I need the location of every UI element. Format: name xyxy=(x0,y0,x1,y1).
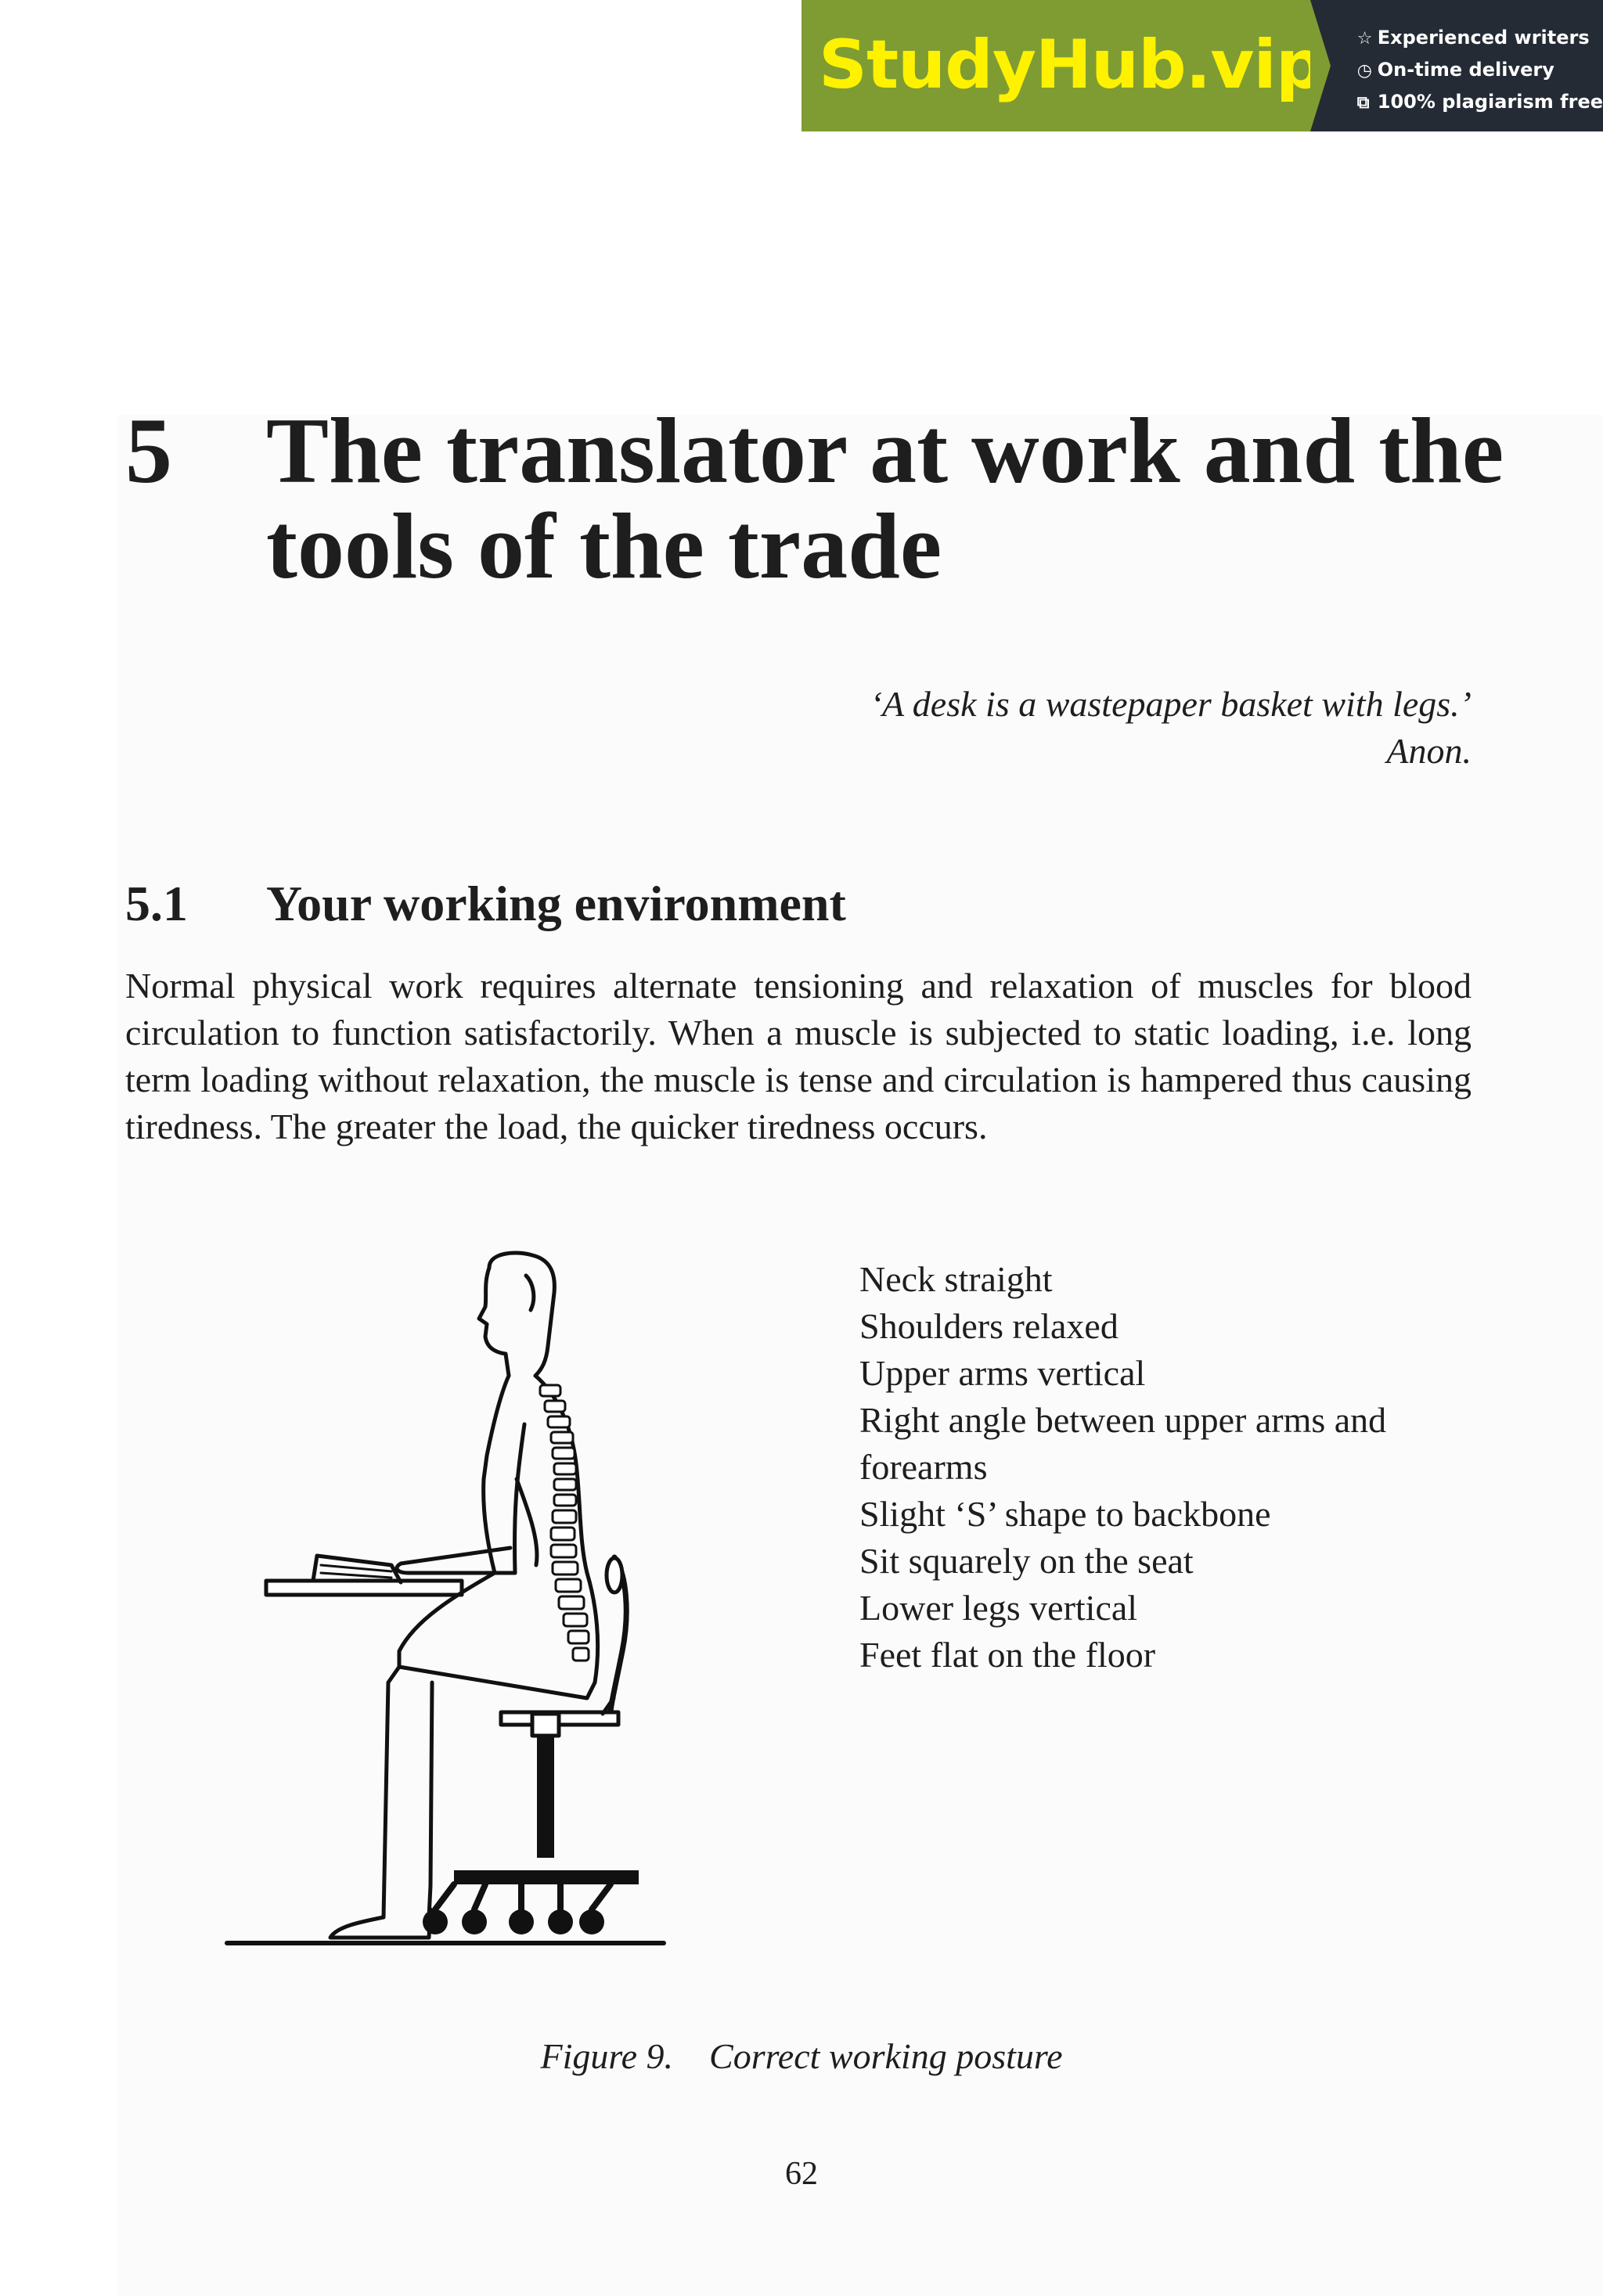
figure-caption-text: Correct working posture xyxy=(709,2036,1063,2076)
banner-arrow xyxy=(1310,0,1331,131)
list-item: Slight ‘S’ shape to backbone xyxy=(859,1494,1271,1534)
list-item: Lower legs vertical xyxy=(859,1588,1138,1628)
posture-illustration xyxy=(219,1244,689,1956)
feature-text: On-time delivery xyxy=(1377,59,1554,81)
star-icon: ☆ xyxy=(1356,29,1373,49)
list-item: Right angle between upper arms and forearms xyxy=(859,1400,1387,1487)
section-number: 5.1 xyxy=(125,876,188,931)
banner-logo-area[interactable] xyxy=(802,0,1324,131)
feature-on-time-delivery xyxy=(1357,54,1603,86)
list-item: Sit squarely on the seat xyxy=(859,1541,1194,1581)
list-item: Feet flat on the floor xyxy=(859,1635,1156,1675)
page-number: 62 xyxy=(785,2156,818,2192)
figure-caption xyxy=(0,2033,1603,2080)
studyhub-logo[interactable]: StudyHub.vip xyxy=(819,26,1324,104)
list-item: Neck straight xyxy=(859,1259,1053,1299)
body-paragraph: Normal physical work requires alternate tensioning and relaxation of muscles for blood circulation to function satisfactorily. When a muscle is subjected to static loading, i.e. long term loading without relaxation, the muscle is tense and circulation is hampered thus causing tiredness. The greater the load, the quicker tiredness occurs. xyxy=(125,966,1472,1146)
epigraph xyxy=(870,681,1472,775)
studyhub-banner[interactable] xyxy=(802,0,1603,131)
feature-plagiarism-free xyxy=(1357,86,1603,118)
feature-experienced-writers xyxy=(1357,22,1603,54)
chapter-number: 5 xyxy=(125,398,172,502)
figure-label: Figure 9. xyxy=(540,2036,674,2076)
epigraph-attribution: Anon. xyxy=(1386,731,1472,771)
feature-text: Experienced writers xyxy=(1377,27,1590,49)
posture-checklist xyxy=(859,1256,1564,1679)
copy-icon: ⧉ xyxy=(1356,93,1370,113)
banner-features xyxy=(1310,0,1603,131)
section-title: Your working environment xyxy=(266,876,846,931)
epigraph-text: ‘A desk is a wastepaper basket with legs.’ xyxy=(870,684,1472,724)
list-item: Upper arms vertical xyxy=(859,1353,1146,1393)
list-item: Shoulders relaxed xyxy=(859,1306,1118,1346)
clock-icon: ◷ xyxy=(1356,61,1372,81)
chapter-title: The translator at work and the tools of the trade xyxy=(266,398,1504,598)
feature-text: 100% plagiarism free xyxy=(1377,91,1603,113)
